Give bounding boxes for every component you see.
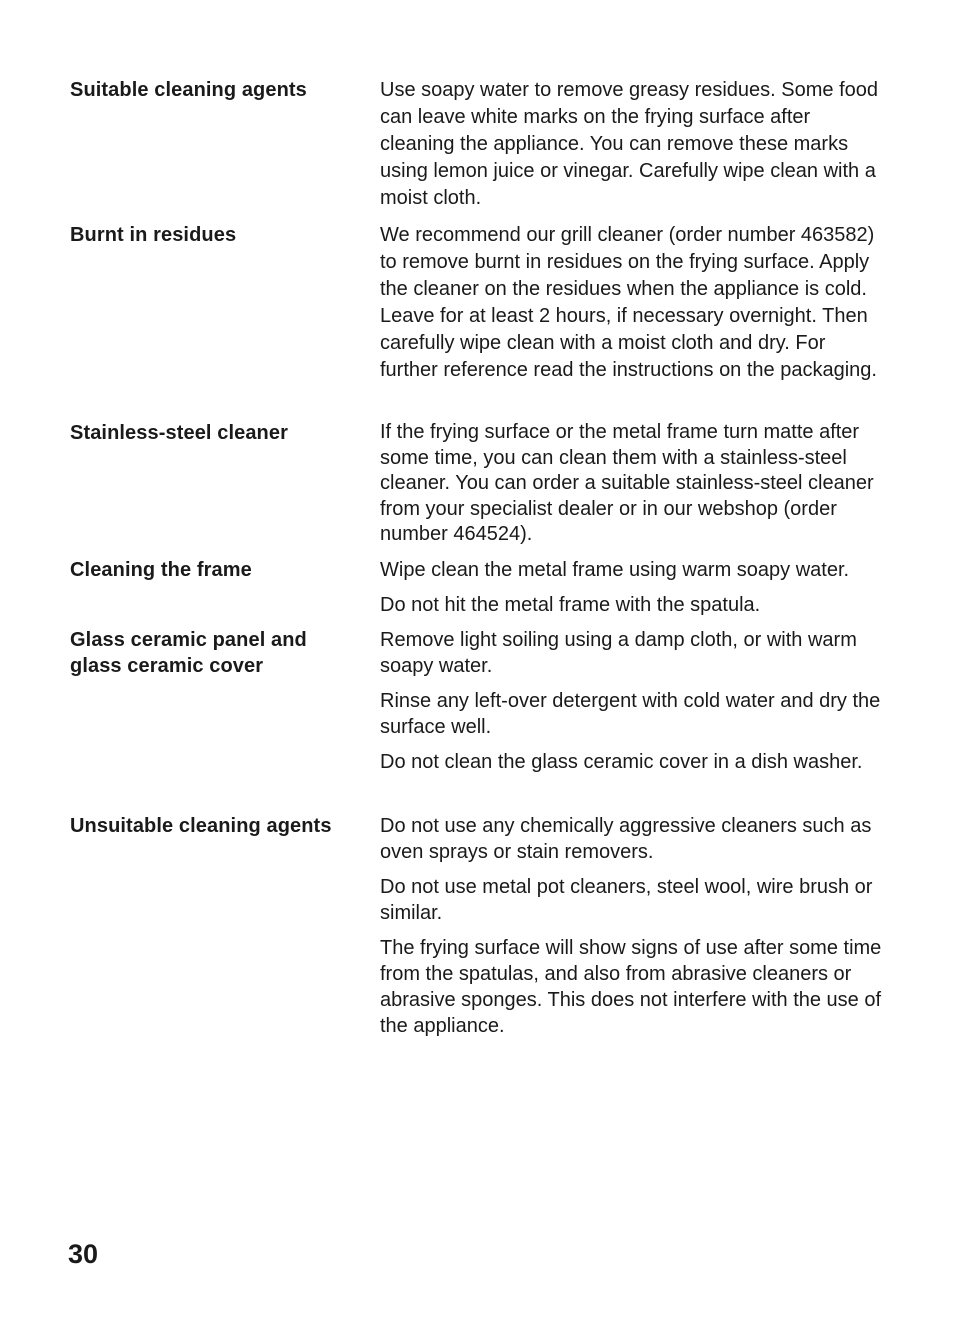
section-paragraph: Do not use metal pot cleaners, steel wool, wire brush or similar. [380,876,873,924]
section-paragraph: Wipe clean the metal frame using warm soapy water. [380,559,850,581]
section-paragraph: The frying surface will show signs of use after some time from the spatulas, and also from abrasive cleaners or abrasive sponges. This does not interfere with the use of the appliance. [380,937,882,1037]
section-description [380,813,888,1039]
section-description [380,222,888,384]
section-paragraph: Use soapy water to remove greasy residues. Some food can leave white marks on the frying surface after cleaning the appliance. You can remove these marks using lemon juice or vinegar. Carefully wipe clean with a moist cloth. [380,79,879,209]
section-paragraph: Rinse any left-over detergent with cold water and dry the surface well. [380,690,881,738]
section-paragraph: Do not clean the glass ceramic cover in a dish washer. [380,751,863,773]
section-term: Stainless-steel cleaner [70,422,288,444]
section-description [380,420,888,548]
section-paragraph: We recommend our grill cleaner (order number 463582) to remove burnt in residues on the frying surface. Apply the cleaner on the residues when the appliance is cold. Leave for at least 2 hours, if necessary overnight. Then carefully wipe clean with a moist cloth and dry. For further reference read the instructions on the packaging. [380,224,877,381]
section-paragraph: Remove light soiling using a damp cloth, or with warm soapy water. [380,629,857,677]
section-term: Unsuitable cleaning agents [70,815,332,837]
section-term: Cleaning the frame [70,559,252,581]
section-paragraph: Do not hit the metal frame with the spatula. [380,594,761,616]
section-paragraph: If the frying surface or the metal frame turn matte after some time, you can clean them with a stainless-steel cleaner. You can order a suitable stainless-steel cleaner from your specialist dealer or in our webshop (order number 464524). [380,421,874,545]
section-term: Burnt in residues [70,224,237,246]
section-paragraph: Do not use any chemically aggressive cleaners such as oven sprays or stain removers. [380,815,872,863]
page-number: 30 [68,1239,99,1269]
section-description [380,77,888,212]
section-term: Suitable cleaning agents [70,79,307,101]
section-term: Glass ceramic panel and glass ceramic cover [70,629,307,677]
section-description [380,557,888,618]
section-description [380,627,888,775]
